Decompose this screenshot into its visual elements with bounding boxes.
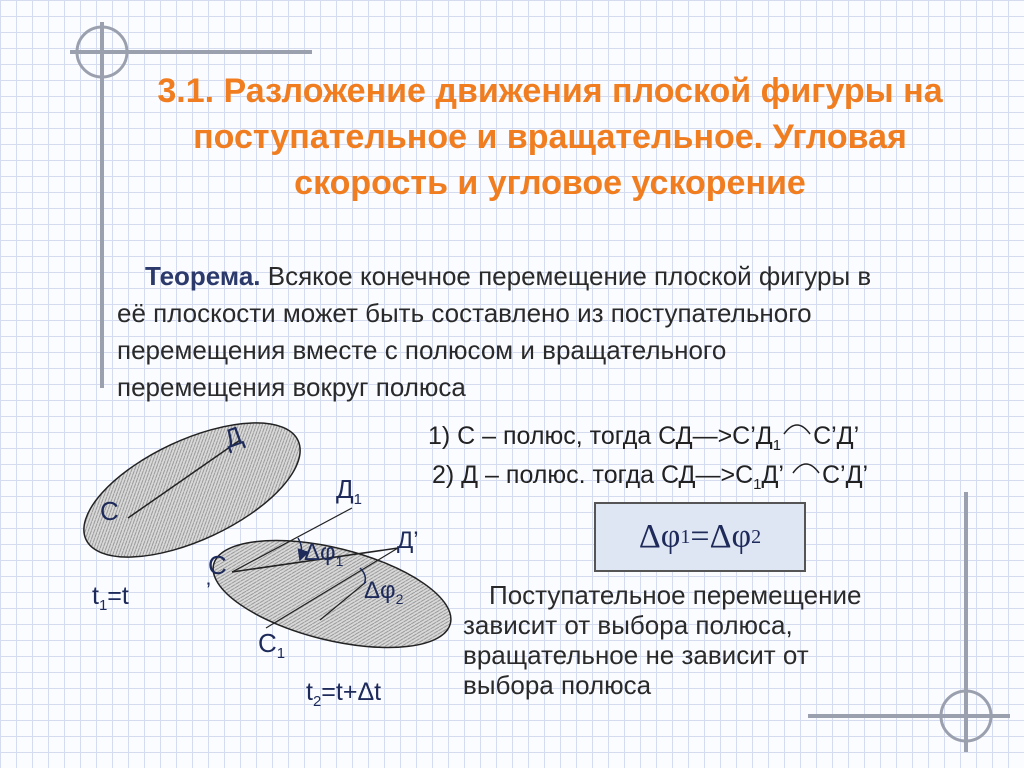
label-t1-main: t: [92, 582, 99, 610]
case-2-mid: Д’: [761, 461, 790, 489]
label-C1: [258, 628, 285, 662]
label-D1-sub: 1: [353, 491, 362, 508]
label-t1-rest: =t: [107, 582, 129, 610]
conclusion-line-3: вращательное не зависит от: [463, 640, 809, 670]
label-dphi1-sub: 1: [335, 553, 344, 569]
label-Dprime: Д’: [397, 527, 419, 554]
label-dphi2-sub: 2: [395, 591, 404, 607]
case-2-sub: 1: [753, 476, 762, 493]
case-1-prefix: 1) С – полюс, тогда СД—>С’Д: [428, 422, 773, 450]
label-t1: [92, 582, 129, 614]
conclusion-line-2: зависит от выбора полюса,: [463, 610, 793, 640]
label-Cprime: С: [208, 550, 227, 580]
label-D1-main: Д: [336, 474, 354, 504]
label-t2: [306, 678, 381, 710]
label-Cprime-tick: ’: [206, 578, 211, 603]
label-C1-main: С: [258, 628, 277, 658]
formula-rhs-sub: 2: [751, 525, 762, 548]
case-2-prefix: 2) Д – полюс. тогда СД—>С: [432, 461, 754, 489]
formula-lhs-sub: 1: [680, 525, 691, 548]
label-D1: [336, 474, 362, 508]
formula-rhs: Δφ: [709, 518, 752, 555]
label-dphi1: [304, 539, 344, 569]
label-C1-sub: 1: [276, 645, 286, 662]
label-dphi1-main: Δφ: [304, 539, 336, 566]
label-D: Д: [219, 419, 247, 455]
label-t2-sub: 2: [312, 693, 322, 710]
formula-lhs: Δφ: [638, 518, 681, 555]
case-2-suffix: С’Д’: [821, 461, 869, 489]
theorem-text: Всякое конечное перемещение плоской фигуры в её плоскости может быть составлено из поступательного перемещения вместе с полюсом и вращательного перемещения вокруг полюса: [117, 261, 872, 402]
formula-eq: =: [690, 518, 710, 555]
case-1-sub: 1: [772, 437, 782, 454]
slide-title: 3.1. Разложение движения плоской фигуры на поступательное и вращательное. Угловая скорость и угловое ускорение: [157, 72, 943, 202]
label-dphi2-main: Δφ: [364, 577, 396, 604]
case-1-suffix: С’Д’: [813, 422, 860, 450]
label-t1-sub: 1: [98, 597, 108, 614]
theorem-lead: Теорема.: [145, 261, 261, 291]
conclusion-line-1: Поступательное перемещение: [489, 580, 862, 610]
conclusion-line-4: выбора полюса: [463, 670, 652, 700]
label-C: С: [100, 496, 119, 526]
label-t2-rest: =t+Δt: [321, 678, 382, 706]
label-t2-main: t: [306, 678, 313, 706]
